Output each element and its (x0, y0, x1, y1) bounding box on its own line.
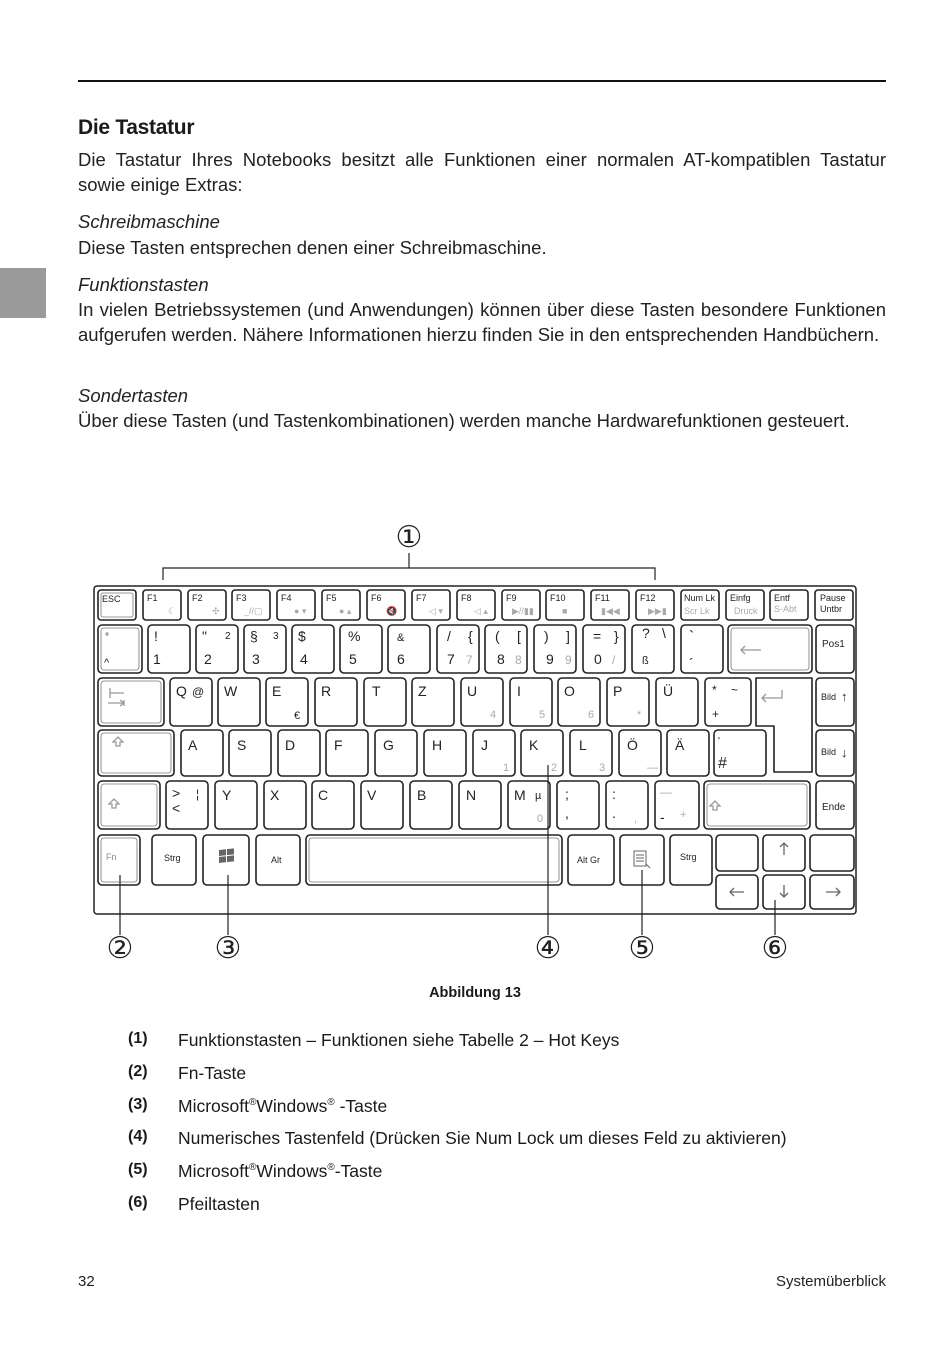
key-entf: Entf (774, 593, 791, 603)
svg-text:▶▶▮: ▶▶▮ (648, 606, 667, 616)
svg-text:;: ; (565, 786, 569, 802)
svg-text:↑: ↑ (841, 689, 848, 704)
svg-text:M: M (514, 787, 526, 803)
svg-text:>: > (172, 785, 181, 801)
legend-number: (3) (128, 1096, 148, 1113)
svg-text:Ü: Ü (663, 683, 674, 699)
svg-text:Y: Y (222, 787, 232, 803)
svg-text:/: / (447, 628, 451, 644)
svg-text:■: ■ (562, 606, 568, 616)
svg-text:*: * (637, 709, 642, 721)
key-f7: F7 (416, 593, 427, 603)
svg-text:3: 3 (599, 762, 606, 774)
svg-text:A: A (188, 737, 198, 753)
legend-text: Fn-Taste (178, 1063, 247, 1083)
svg-text:+: + (680, 809, 687, 821)
svg-text:@: @ (192, 685, 205, 699)
key-f5: F5 (326, 593, 337, 603)
key-einfg: Einfg (730, 593, 751, 603)
svg-text:µ: µ (535, 790, 542, 802)
key-strg-right: Strg (680, 852, 697, 862)
svg-text:↓: ↓ (841, 745, 848, 760)
key-f2: F2 (192, 593, 203, 603)
key-fn: Fn (106, 852, 117, 862)
svg-text:,: , (634, 813, 638, 825)
key-f6: F6 (371, 593, 382, 603)
svg-text:8: 8 (497, 651, 505, 667)
svg-text:0: 0 (594, 651, 602, 667)
svg-text:7: 7 (466, 653, 473, 667)
svg-text:#: # (718, 755, 727, 772)
svg-text:9: 9 (565, 653, 572, 667)
svg-text:◁ ▾: ◁ ▾ (429, 606, 443, 616)
svg-text:E: E (272, 683, 282, 699)
svg-text:Q: Q (176, 683, 187, 699)
svg-text:X: X (270, 787, 280, 803)
svg-text:1: 1 (503, 762, 510, 774)
callout-6-label: ⑥ (761, 932, 789, 965)
svg-text:[: [ (517, 628, 521, 644)
svg-text:§: § (250, 628, 258, 644)
callout-2-label: ② (106, 932, 134, 965)
legend-text: Funktionstasten – Funktionen siehe Tabelle 2 – Hot Keys (178, 1030, 620, 1050)
legend-text: Pfeiltasten (178, 1194, 260, 1214)
svg-text:8: 8 (515, 653, 522, 667)
svg-text:F: F (334, 737, 343, 753)
svg-text:%: % (348, 628, 361, 644)
svg-text:T: T (372, 683, 381, 699)
legend-number: (4) (128, 1128, 148, 1145)
svg-text:.: . (612, 805, 616, 821)
svg-text:9: 9 (546, 651, 554, 667)
svg-text:<: < (172, 800, 181, 816)
svg-text:]: ] (566, 628, 570, 644)
svg-text:R: R (321, 683, 332, 699)
svg-text:*: * (712, 683, 717, 697)
svg-text:': ' (718, 736, 720, 747)
callout-4-label: ④ (534, 932, 562, 965)
svg-text:6: 6 (588, 709, 595, 721)
svg-text:&: & (397, 632, 405, 644)
svg-text:U: U (467, 683, 478, 699)
svg-text:ß: ß (642, 655, 649, 667)
svg-text:5: 5 (349, 651, 357, 667)
svg-text:✣: ✣ (212, 606, 220, 616)
svg-text:I: I (517, 683, 521, 699)
callout-5-label: ⑤ (628, 932, 656, 965)
svg-text:Z: Z (418, 683, 427, 699)
svg-text:3: 3 (252, 651, 260, 667)
key-f9: F9 (506, 593, 517, 603)
svg-text:?: ? (642, 625, 650, 641)
svg-text:—: — (647, 762, 658, 774)
section-text-schreibmaschine: Diese Tasten entsprechen denen einer Schreibmaschine. (78, 237, 547, 258)
section-title-schreibmaschine: Schreibmaschine (78, 211, 220, 232)
svg-text:🔇: 🔇 (386, 606, 398, 616)
intro-paragraph: Die Tastatur Ihres Notebooks besitzt alle Funktionen einer normalen AT-kompatiblen Tastatur sowie einige Extras: (78, 149, 886, 195)
svg-text:B: B (417, 787, 427, 803)
svg-text:☾: ☾ (168, 606, 177, 616)
svg-text:": " (202, 628, 207, 644)
key-altgr: Alt Gr (577, 855, 601, 865)
svg-text:7: 7 (447, 651, 455, 667)
svg-text:+: + (712, 707, 720, 721)
svg-text::: : (612, 786, 616, 802)
key-numlk: Num Lk (684, 593, 716, 603)
svg-text:G: G (383, 737, 394, 753)
svg-text:▮◀◀: ▮◀◀ (601, 606, 620, 616)
svg-text:,: , (565, 805, 569, 821)
legend-number: (2) (128, 1063, 148, 1080)
svg-text:Ä: Ä (675, 737, 685, 753)
svg-text:N: N (466, 787, 477, 803)
svg-text:2: 2 (204, 651, 212, 667)
svg-text:`: ` (689, 629, 695, 646)
svg-text:C: C (318, 787, 329, 803)
key-f4: F4 (281, 593, 292, 603)
svg-text:3: 3 (273, 631, 279, 642)
svg-text:=: = (593, 628, 602, 644)
svg-text:!: ! (154, 628, 158, 644)
legend-text: Microsoft®Windows®-Taste (178, 1161, 383, 1181)
svg-text:0: 0 (537, 813, 544, 825)
key-pause: Pause (820, 593, 846, 603)
svg-text:}: } (614, 628, 619, 644)
key-f3: F3 (236, 593, 247, 603)
key-f12: F12 (640, 593, 656, 603)
key-druck: Druck (734, 606, 758, 616)
legend-number: (6) (128, 1194, 148, 1211)
svg-text:4: 4 (490, 709, 497, 721)
svg-text:4: 4 (300, 651, 308, 667)
key-pos1: Pos1 (822, 639, 845, 650)
svg-text:J: J (481, 737, 488, 753)
svg-text:D: D (285, 737, 296, 753)
svg-text:{: { (468, 628, 473, 644)
svg-text:S: S (237, 737, 247, 753)
svg-text:\: \ (662, 625, 666, 641)
legend-text: Microsoft®Windows® -Taste (178, 1096, 388, 1116)
svg-text:P: P (613, 683, 623, 699)
svg-text:1: 1 (153, 651, 161, 667)
section-title-funktionstasten: Funktionstasten (78, 274, 209, 295)
svg-text:): ) (544, 628, 549, 644)
svg-text:~: ~ (731, 683, 739, 697)
svg-text:◁ ▴: ◁ ▴ (474, 606, 488, 616)
key-bild-up: Bild (821, 692, 837, 702)
legend-number: (5) (128, 1161, 148, 1178)
svg-text:(: ( (495, 628, 500, 644)
svg-text:L: L (579, 737, 587, 753)
svg-text:—: — (660, 785, 672, 799)
key-untbr: Untbr (820, 604, 843, 614)
callout-1 (163, 521, 655, 580)
key-sabt: S-Abt (774, 604, 797, 614)
key-f8: F8 (461, 593, 472, 603)
page-heading: Die Tastatur (78, 116, 195, 139)
section-title-sondertasten: Sondertasten (78, 385, 189, 406)
key-strg-left: Strg (164, 853, 181, 863)
chapter-name: Systemüberblick (775, 1273, 886, 1290)
svg-text:W: W (224, 683, 238, 699)
svg-text:● ▴: ● ▴ (339, 606, 352, 616)
svg-text:2: 2 (551, 762, 558, 774)
svg-text:-: - (660, 809, 665, 825)
legend-text: Numerisches Tastenfeld (Drücken Sie Num Lock um dieses Feld zu aktivieren) (178, 1128, 787, 1148)
callout-1-label: ① (395, 521, 423, 554)
key-f11: F11 (595, 593, 610, 603)
section-text-sondertasten: Über diese Tasten (und Tastenkombinationen) werden manche Hardwarefunktionen gesteuert. (78, 410, 850, 431)
legend-number: (1) (128, 1030, 148, 1047)
svg-text:V: V (367, 787, 377, 803)
key-f10: F10 (550, 593, 566, 603)
svg-text:/: / (612, 653, 616, 667)
key-bild-down: Bild (821, 747, 837, 757)
svg-text:´: ´ (689, 655, 694, 671)
svg-text:€: € (294, 710, 301, 722)
svg-text:▶//▮▮: ▶//▮▮ (512, 606, 534, 616)
callout-3-label: ③ (214, 932, 242, 965)
page-number: 32 (78, 1273, 95, 1290)
key-scrlk: Scr Lk (684, 606, 710, 616)
svg-text:°: ° (105, 632, 109, 643)
svg-text:● ▾: ● ▾ (294, 606, 307, 616)
svg-text:^: ^ (104, 657, 110, 669)
key-ende: Ende (822, 802, 846, 813)
svg-text:¦: ¦ (196, 787, 200, 801)
svg-text:2: 2 (225, 631, 231, 642)
figure-caption: Abbildung 13 (429, 985, 521, 1001)
svg-text:5: 5 (539, 709, 546, 721)
key-esc: ESC (102, 594, 121, 604)
section-text-funktionstasten: In vielen Betriebssystemen (und Anwendungen) können über diese Tasten besondere Funktionen aufgerufen werden. Nähere Informationen hierzu finden Sie in den entsprechenden Handbüchern. (78, 299, 886, 345)
key-alt: Alt (271, 855, 282, 865)
svg-text:K: K (529, 737, 539, 753)
svg-text:$: $ (298, 628, 306, 644)
svg-text:Ö: Ö (627, 737, 638, 753)
svg-text:O: O (564, 683, 575, 699)
svg-text:H: H (432, 737, 443, 753)
svg-text:6: 6 (397, 651, 405, 667)
key-f1: F1 (147, 593, 158, 603)
svg-text:_//▢: _//▢ (244, 606, 263, 616)
